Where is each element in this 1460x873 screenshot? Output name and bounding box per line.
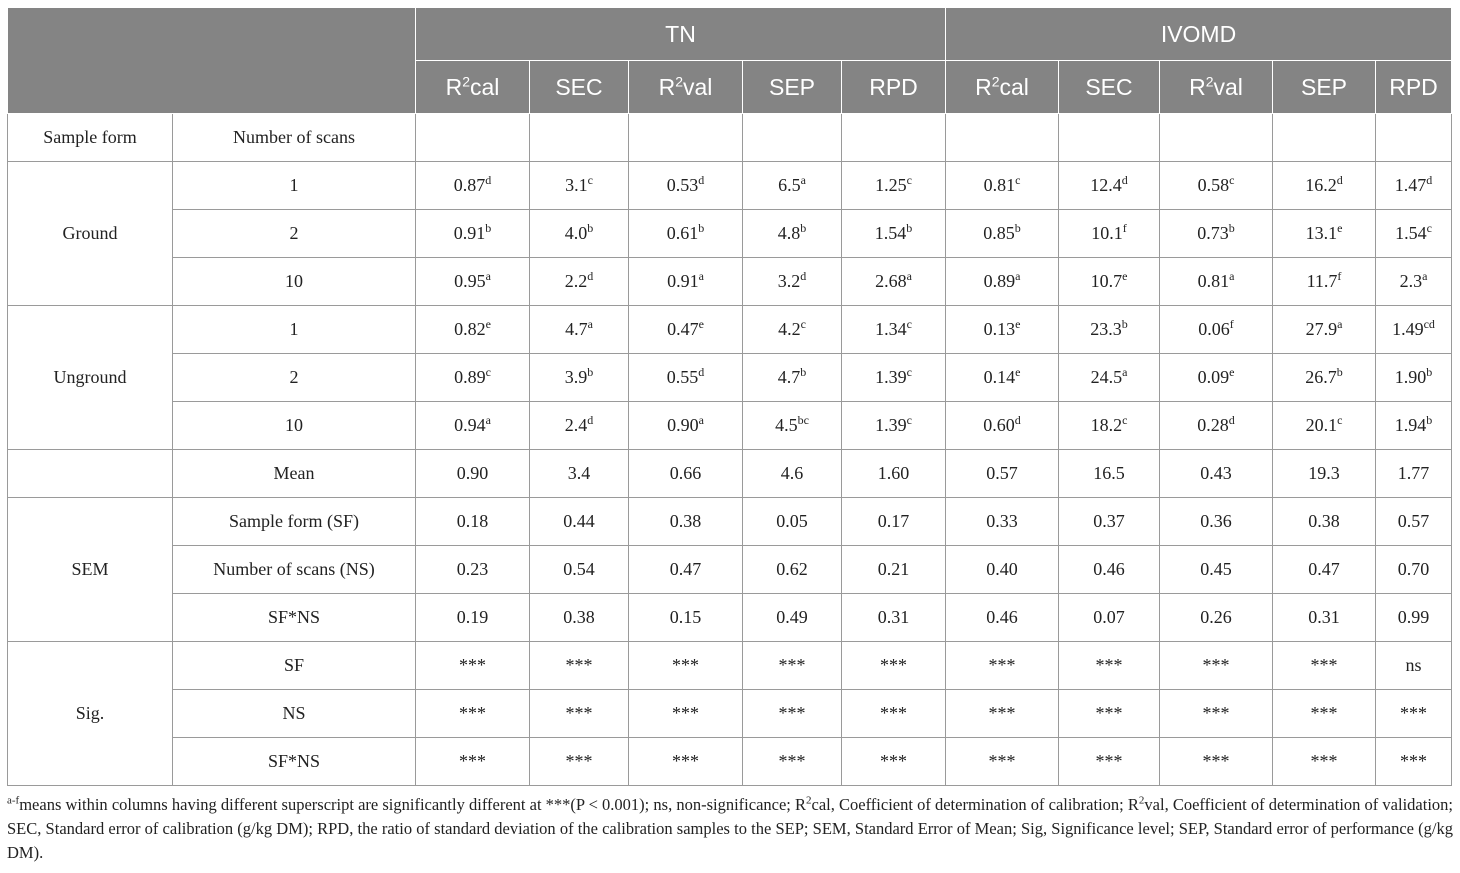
data-cell: *** xyxy=(1160,738,1273,786)
table-row xyxy=(8,498,1452,546)
data-cell: 4.8$^b$ xyxy=(743,210,842,258)
table-row xyxy=(8,210,1452,258)
table-row xyxy=(8,306,1452,354)
data-cell: 2.68$^a$ xyxy=(842,258,946,306)
group-label xyxy=(8,450,173,498)
header-group-row xyxy=(8,8,1452,61)
data-cell: *** xyxy=(1059,738,1160,786)
table-row xyxy=(8,738,1452,786)
table-row xyxy=(8,546,1452,594)
row-label: 10 xyxy=(173,258,416,306)
data-cell: 2.2$^d$ xyxy=(530,258,629,306)
table-footnote: $^{a-f}$means within columns having different superscript are significantly different at ***(P < 0.001); ns, non-significance; $R^2cal$, Coefficient of determination of calibration; $R^2val$, Coefficient of determination of validation; SEC, Standard error of calibration (g/kg DM); RPD, the ratio of standard deviation of the calibration samples to the SEP; SEM, Standard Error of Mean; Sig, Significance level; SEP, Standard error of performance (g/kg DM). xyxy=(7,794,1453,862)
data-cell: 0.70 xyxy=(1376,546,1452,594)
data-cell: 0.99 xyxy=(1376,594,1452,642)
column-header: $R^2cal$ xyxy=(946,61,1059,114)
data-cell: *** xyxy=(1273,642,1376,690)
data-cell: *** xyxy=(629,642,743,690)
data-cell: *** xyxy=(743,690,842,738)
data-cell: 0.43 xyxy=(1160,450,1273,498)
data-cell: 16.5 xyxy=(1059,450,1160,498)
column-header: RPD xyxy=(842,61,946,114)
data-cell: 3.4 xyxy=(530,450,629,498)
column-header: RPD xyxy=(1376,61,1452,114)
data-cell: *** xyxy=(743,642,842,690)
data-cell: 2.3$^a$ xyxy=(1376,258,1452,306)
results-table-container xyxy=(7,7,1451,786)
data-cell: 0.09e xyxy=(1160,354,1273,402)
data-cell: 10.1$^f$ xyxy=(1059,210,1160,258)
data-cell: *** xyxy=(1273,738,1376,786)
header-group-tn: TN xyxy=(416,8,946,61)
data-cell: 0.73$^b$ xyxy=(1160,210,1273,258)
data-cell: 1.34$^c$ xyxy=(842,306,946,354)
data-cell: *** xyxy=(1160,690,1273,738)
data-cell: 1.77 xyxy=(1376,450,1452,498)
data-cell: 12.4$^d$ xyxy=(1059,162,1160,210)
column-header: $R^2cal$ xyxy=(416,61,530,114)
data-cell: *** xyxy=(946,738,1059,786)
data-cell: *** xyxy=(1376,690,1452,738)
data-cell: 3.2$^d$ xyxy=(743,258,842,306)
header-group-ivomd: IVOMD xyxy=(946,8,1452,61)
table-body xyxy=(8,114,1452,786)
data-cell: *** xyxy=(1273,690,1376,738)
data-cell: 1.39$^c$ xyxy=(842,354,946,402)
data-cell: 0.58$^c$ xyxy=(1160,162,1273,210)
row-label: 1 xyxy=(173,306,416,354)
data-cell: 0.15 xyxy=(629,594,743,642)
data-cell: 4.7$^b$ xyxy=(743,354,842,402)
data-cell: 13.1e xyxy=(1273,210,1376,258)
table-row xyxy=(8,594,1452,642)
data-cell: 0.33 xyxy=(946,498,1059,546)
data-cell: 24.5$^a$ xyxy=(1059,354,1160,402)
data-cell: 0.81$^a$ xyxy=(1160,258,1273,306)
footnote-superscript: a-f xyxy=(7,794,20,807)
data-cell: *** xyxy=(1059,642,1160,690)
data-cell: 1.47$^d$ xyxy=(1376,162,1452,210)
number-of-scans-header: Number of scans xyxy=(173,114,416,162)
data-cell: 0.47 xyxy=(1273,546,1376,594)
data-cell: *** xyxy=(416,738,530,786)
data-cell: 0.87$^d$ xyxy=(416,162,530,210)
data-cell: 0.45 xyxy=(1160,546,1273,594)
row-label: SF*NS xyxy=(173,738,416,786)
results-table xyxy=(7,7,1452,786)
data-cell: 0.49 xyxy=(743,594,842,642)
data-cell: 0.46 xyxy=(1059,546,1160,594)
column-header: SEC xyxy=(530,61,629,114)
data-cell: 0.60$^d$ xyxy=(946,402,1059,450)
data-cell: 23.3$^b$ xyxy=(1059,306,1160,354)
data-cell: 1.54$^b$ xyxy=(842,210,946,258)
data-cell: 0.05 xyxy=(743,498,842,546)
data-cell: 2.4$^d$ xyxy=(530,402,629,450)
table-row xyxy=(8,354,1452,402)
data-cell: 0.95$^a$ xyxy=(416,258,530,306)
data-cell: 0.28$^d$ xyxy=(1160,402,1273,450)
data-cell: 0.38 xyxy=(1273,498,1376,546)
data-cell: 1.90$^b$ xyxy=(1376,354,1452,402)
data-cell: 0.06$^f$ xyxy=(1160,306,1273,354)
data-cell: 0.31 xyxy=(1273,594,1376,642)
data-cell: *** xyxy=(1059,690,1160,738)
data-cell: *** xyxy=(1376,738,1452,786)
row-label: SF*NS xyxy=(173,594,416,642)
row-label: 2 xyxy=(173,210,416,258)
data-cell: 0.89$^c$ xyxy=(416,354,530,402)
data-cell: 4.6 xyxy=(743,450,842,498)
data-cell: 0.17 xyxy=(842,498,946,546)
data-cell: 0.85$^b$ xyxy=(946,210,1059,258)
row-label: Number of scans (NS) xyxy=(173,546,416,594)
data-cell: 4.0$^b$ xyxy=(530,210,629,258)
row-label: Sample form (SF) xyxy=(173,498,416,546)
header-corner xyxy=(8,8,416,114)
data-cell: 0.90$^a$ xyxy=(629,402,743,450)
data-cell: 1.49$^{cd}$ xyxy=(1376,306,1452,354)
sample-form-header: Sample form xyxy=(8,114,173,162)
data-cell: 0.44 xyxy=(530,498,629,546)
column-header: $R^2val$ xyxy=(629,61,743,114)
data-cell: 0.55$^d$ xyxy=(629,354,743,402)
data-cell: 0.31 xyxy=(842,594,946,642)
data-cell: 0.54 xyxy=(530,546,629,594)
data-cell: 19.3 xyxy=(1273,450,1376,498)
row-label: SF xyxy=(173,642,416,690)
table-row xyxy=(8,450,1452,498)
data-cell: 1.60 xyxy=(842,450,946,498)
row-label: 10 xyxy=(173,402,416,450)
data-cell: 0.53$^d$ xyxy=(629,162,743,210)
data-cell: 0.21 xyxy=(842,546,946,594)
data-cell: 0.47e xyxy=(629,306,743,354)
data-cell: 0.81$^c$ xyxy=(946,162,1059,210)
data-cell: 0.57 xyxy=(1376,498,1452,546)
data-cell: 4.5$^{bc}$ xyxy=(743,402,842,450)
data-cell: *** xyxy=(530,738,629,786)
data-cell: 0.66 xyxy=(629,450,743,498)
data-cell: 0.91$^a$ xyxy=(629,258,743,306)
data-cell: 10.7e xyxy=(1059,258,1160,306)
column-header: $R^2val$ xyxy=(1160,61,1273,114)
table-row xyxy=(8,258,1452,306)
data-cell: ns xyxy=(1376,642,1452,690)
data-cell: 0.47 xyxy=(629,546,743,594)
data-cell: 0.89$^a$ xyxy=(946,258,1059,306)
data-cell: *** xyxy=(530,690,629,738)
data-cell: *** xyxy=(416,642,530,690)
data-cell: *** xyxy=(1160,642,1273,690)
data-cell: 0.23 xyxy=(416,546,530,594)
table-row xyxy=(8,690,1452,738)
data-cell: *** xyxy=(842,642,946,690)
column-header: SEP xyxy=(743,61,842,114)
data-cell: *** xyxy=(842,690,946,738)
group-label: Ground xyxy=(8,162,173,306)
data-cell: *** xyxy=(743,738,842,786)
data-cell: 3.9$^b$ xyxy=(530,354,629,402)
data-cell: *** xyxy=(946,690,1059,738)
column-header: SEC xyxy=(1059,61,1160,114)
data-cell: 26.7$^b$ xyxy=(1273,354,1376,402)
data-cell: 4.2$^c$ xyxy=(743,306,842,354)
label-row xyxy=(8,114,1452,162)
data-cell: 4.7$^a$ xyxy=(530,306,629,354)
data-cell: 0.57 xyxy=(946,450,1059,498)
data-cell: 0.91$^b$ xyxy=(416,210,530,258)
data-cell: 0.18 xyxy=(416,498,530,546)
data-cell: 0.62 xyxy=(743,546,842,594)
data-cell: 0.40 xyxy=(946,546,1059,594)
data-cell: 0.46 xyxy=(946,594,1059,642)
data-cell: 1.54$^c$ xyxy=(1376,210,1452,258)
data-cell: 1.94$^b$ xyxy=(1376,402,1452,450)
table-header xyxy=(8,8,1452,114)
data-cell: 0.61$^b$ xyxy=(629,210,743,258)
data-cell: 0.14e xyxy=(946,354,1059,402)
data-cell: 16.2$^d$ xyxy=(1273,162,1376,210)
row-label: NS xyxy=(173,690,416,738)
data-cell: 0.26 xyxy=(1160,594,1273,642)
data-cell: 0.19 xyxy=(416,594,530,642)
data-cell: *** xyxy=(629,690,743,738)
data-cell: *** xyxy=(946,642,1059,690)
table-row xyxy=(8,642,1452,690)
column-header: SEP xyxy=(1273,61,1376,114)
data-cell: *** xyxy=(416,690,530,738)
row-label: 1 xyxy=(173,162,416,210)
data-cell: 1.25$^c$ xyxy=(842,162,946,210)
table-row xyxy=(8,402,1452,450)
data-cell: 0.37 xyxy=(1059,498,1160,546)
row-label: Mean xyxy=(173,450,416,498)
data-cell: 0.36 xyxy=(1160,498,1273,546)
data-cell: 0.82e xyxy=(416,306,530,354)
data-cell: 27.9$^a$ xyxy=(1273,306,1376,354)
data-cell: 3.1$^c$ xyxy=(530,162,629,210)
group-label: SEM xyxy=(8,498,173,642)
data-cell: 20.1$^c$ xyxy=(1273,402,1376,450)
data-cell: *** xyxy=(530,642,629,690)
table-row xyxy=(8,162,1452,210)
data-cell: 0.13e xyxy=(946,306,1059,354)
data-cell: 11.7$^f$ xyxy=(1273,258,1376,306)
group-label: Sig. xyxy=(8,642,173,786)
data-cell: *** xyxy=(842,738,946,786)
data-cell: 6.5$^a$ xyxy=(743,162,842,210)
data-cell: 0.90 xyxy=(416,450,530,498)
data-cell: 1.39$^c$ xyxy=(842,402,946,450)
group-label: Unground xyxy=(8,306,173,450)
data-cell: 0.94$^a$ xyxy=(416,402,530,450)
data-cell: 0.38 xyxy=(629,498,743,546)
data-cell: 18.2$^c$ xyxy=(1059,402,1160,450)
row-label: 2 xyxy=(173,354,416,402)
data-cell: 0.38 xyxy=(530,594,629,642)
data-cell: *** xyxy=(629,738,743,786)
data-cell: 0.07 xyxy=(1059,594,1160,642)
